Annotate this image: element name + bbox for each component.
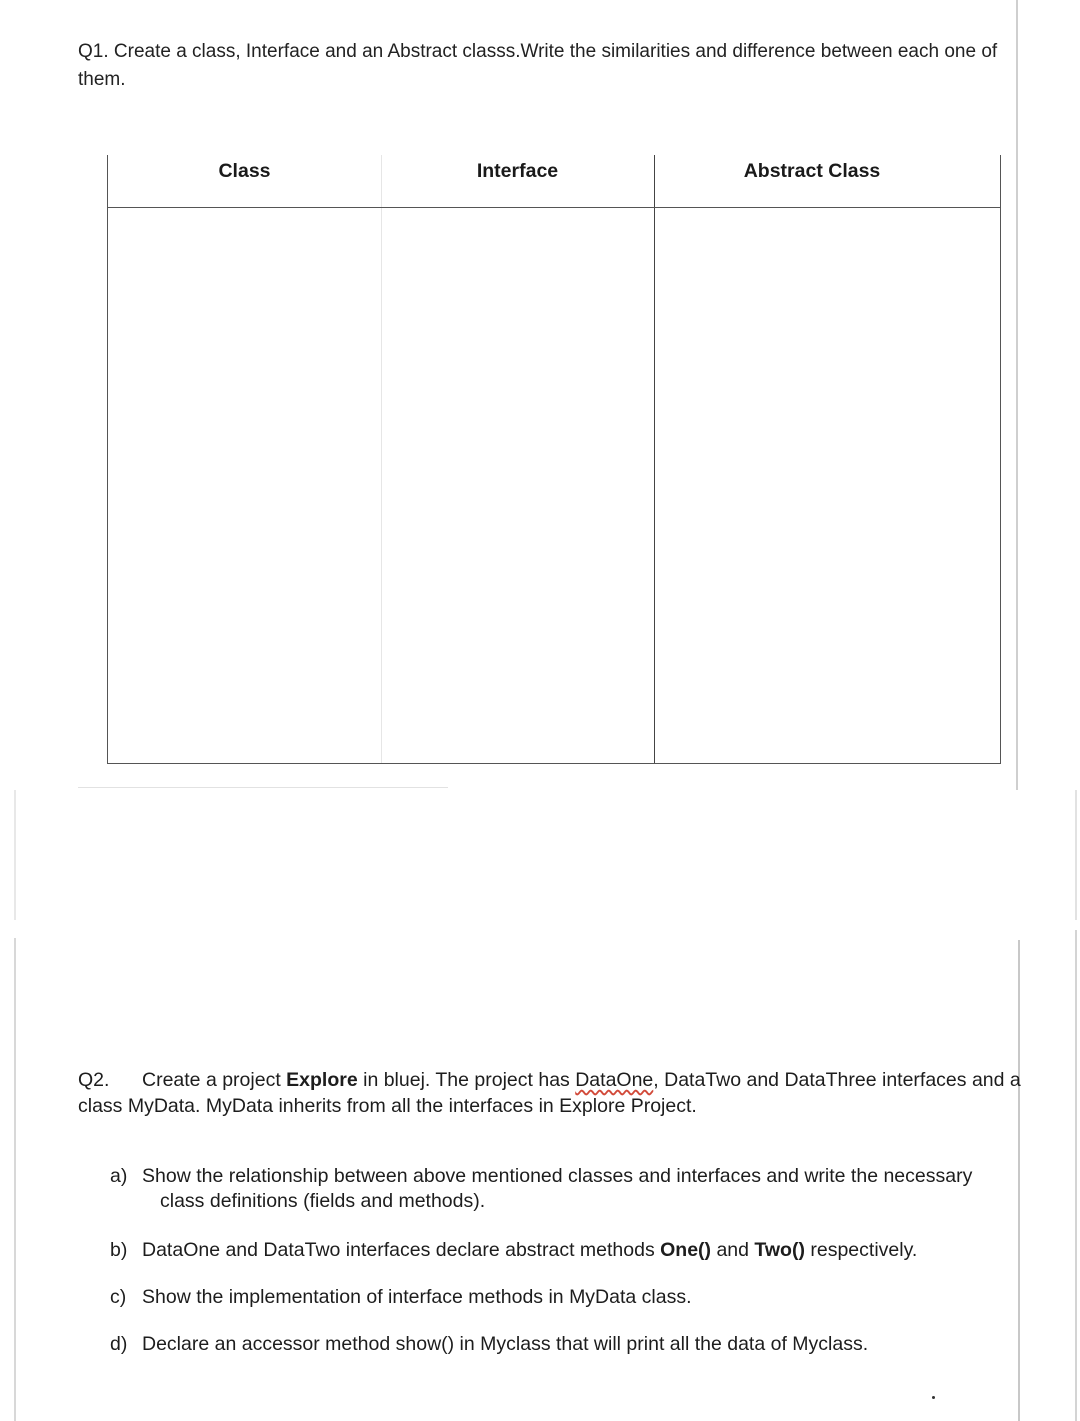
page-edge-far-right bbox=[1075, 930, 1077, 1421]
q2-part-2: in bluej. The project has bbox=[357, 1069, 576, 1091]
item-c-marker: c) bbox=[110, 1286, 127, 1308]
table-header-divider bbox=[108, 207, 1000, 208]
list-item-d bbox=[110, 1332, 1030, 1357]
item-a-line-2: class definitions (fields and methods). bbox=[160, 1190, 486, 1212]
comparison-table bbox=[107, 155, 1001, 764]
item-b-method-two: Two() bbox=[754, 1239, 805, 1261]
item-a-marker: a) bbox=[110, 1165, 128, 1187]
q2-part-1: Create a project bbox=[142, 1069, 287, 1091]
page-bottom-divider bbox=[78, 787, 448, 788]
item-b-part-1: DataOne and DataTwo interfaces declare abstract methods bbox=[142, 1239, 661, 1261]
question-2-text bbox=[78, 1067, 1023, 1119]
page-edge-left-bottom bbox=[14, 938, 16, 1421]
item-a-line-1: Show the relationship between above mentioned classes and interfaces and write the necessary bbox=[142, 1165, 973, 1187]
item-d-marker: d) bbox=[110, 1333, 128, 1355]
list-item-b bbox=[110, 1238, 1030, 1263]
q2-part-3: , DataTwo and DataThree interfaces and a class MyData. MyData inherits from all the interfaces in Explore Project. bbox=[78, 1069, 1021, 1117]
table-column-divider-1 bbox=[381, 155, 382, 763]
stray-dot bbox=[932, 1396, 935, 1399]
item-b-part-2: and bbox=[711, 1239, 755, 1261]
item-b-marker: b) bbox=[110, 1239, 128, 1261]
question-2-label: Q2. bbox=[78, 1069, 110, 1091]
table-column-divider-2 bbox=[654, 155, 655, 763]
table-header-class: Class bbox=[218, 160, 271, 182]
q2-spellcheck-word: DataOne bbox=[575, 1069, 654, 1091]
page-edge-left-gap bbox=[14, 790, 16, 920]
question-1-text: Q1. Create a class, Interface and an Abstract classs.Write the similarities and difference between each one of them. bbox=[78, 41, 998, 90]
table-header-abstract-class: Abstract Class bbox=[743, 160, 881, 182]
item-b-method-one: One() bbox=[660, 1239, 712, 1261]
item-c-text: Show the implementation of interface methods in MyData class. bbox=[142, 1286, 692, 1308]
q2-project-name: Explore bbox=[286, 1069, 358, 1091]
page-edge-right-top bbox=[1016, 0, 1018, 790]
page-edge-right-gap bbox=[1075, 790, 1077, 920]
list-item-c bbox=[110, 1285, 1030, 1310]
item-d-text: Declare an accessor method show() in Myclass that will print all the data of Myclass. bbox=[142, 1333, 869, 1355]
item-b-part-3: respectively. bbox=[804, 1239, 918, 1261]
table-header-interface: Interface bbox=[476, 160, 559, 182]
list-item-a bbox=[110, 1164, 1030, 1214]
